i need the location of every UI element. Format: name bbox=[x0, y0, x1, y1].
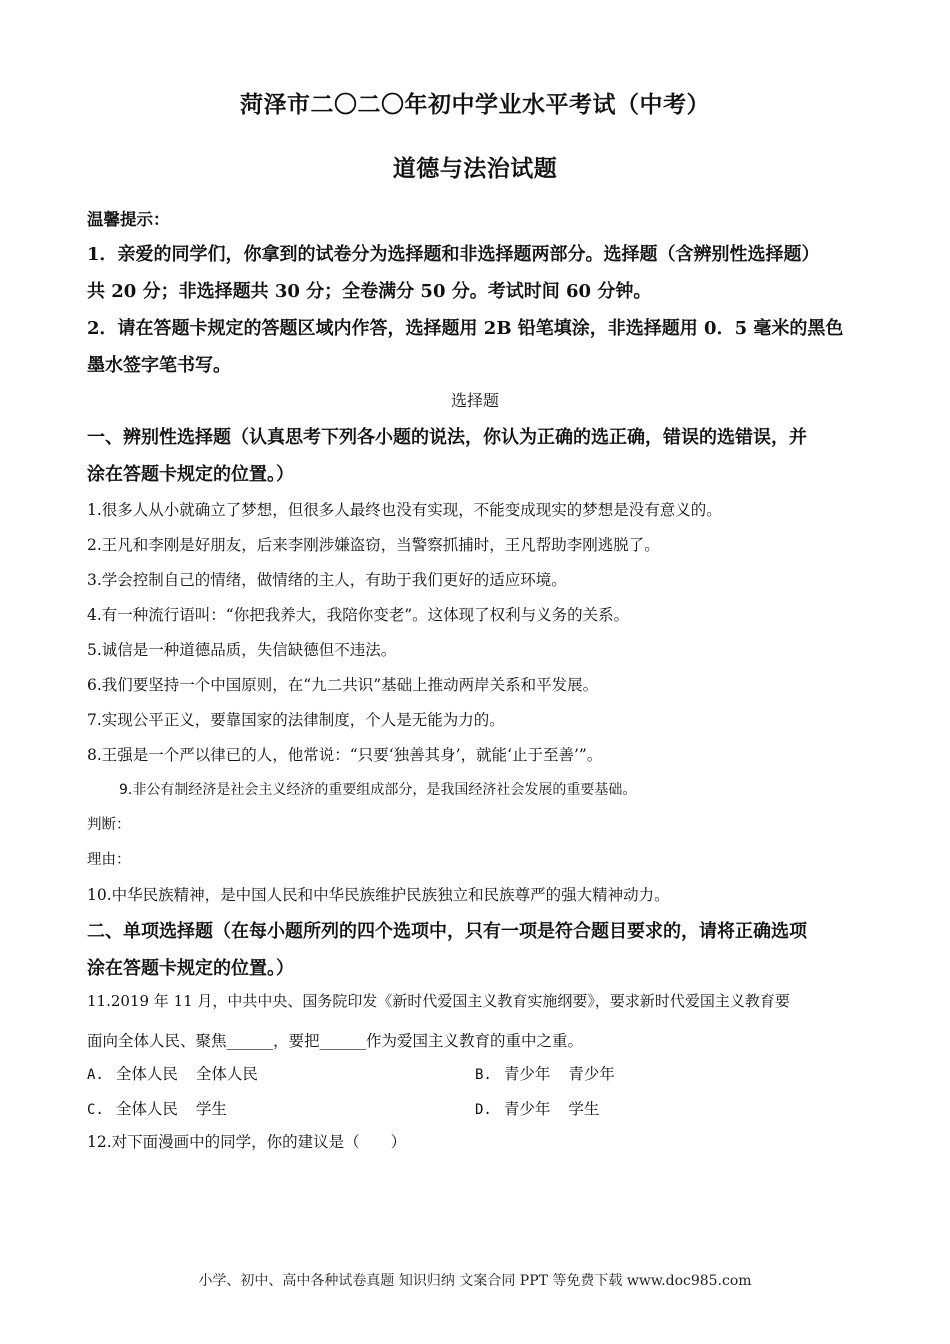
option-d-letter: D. bbox=[475, 1102, 492, 1118]
question-10: 10.中华民族精神，是中国人民和中华民族维护民族独立和民族尊严的强大精神动力。 bbox=[87, 886, 670, 904]
tips-line-1: 1．亲爱的同学们，你拿到的试卷分为选择题和非选择题两部分。选择题（含辨别性选择题） bbox=[87, 244, 820, 265]
question-6: 6.我们要坚持一个中国原则，在“九二共识”基础上推动两岸关系和平发展。 bbox=[87, 676, 599, 694]
question-4: 4.有一种流行语叫：“你把我养大，我陪你变老”。这体现了权利与义务的关系。 bbox=[87, 606, 630, 624]
part1-heading-1: 一、辨别性选择题（认真思考下列各小题的说法，你认为正确的选正确，错误的选错误，并 bbox=[87, 427, 807, 448]
question-1: 1.很多人从小就确立了梦想，但很多人最终也没有实现，不能变成现实的梦想是没有意义的。 bbox=[87, 501, 722, 519]
tips-line-2: 共 20 分；非选择题共 30 分；全卷满分 50 分。考试时间 60 分钟。 bbox=[87, 281, 652, 302]
question-5: 5.诚信是一种道德品质，失信缺德但不违法。 bbox=[87, 641, 397, 659]
part2-heading-1: 二、单项选择题（在每小题所列的四个选项中，只有一项是符合题目要求的，请将正确选项 bbox=[87, 921, 807, 942]
question-8: 8.王强是一个严以律已的人，他常说：“只要‘独善其身’，就能‘止于至善’”。 bbox=[87, 746, 603, 764]
exam-title: 菏泽市二〇二〇年初中学业水平考试（中考） bbox=[240, 91, 710, 118]
question-9: 9.非公有制经济是社会主义经济的重要组成部分，是我国经济社会发展的重要基础。 bbox=[119, 782, 637, 798]
question-11-line-1: 11.2019 年 11 月，中共中央、国务院印发《新时代爱国主义教育实施纲要》，要求新时代爱国主义教育要 bbox=[87, 992, 790, 1010]
question-2: 2.王凡和李刚是好朋友，后来李刚涉嫌盗窃，当警察抓捕时，王凡帮助李刚逃脱了。 bbox=[87, 536, 660, 554]
reason-label: 理由： bbox=[87, 852, 131, 868]
footer-text: 小学、初中、高中各种试卷真题 知识归纳 文案合同 PPT 等免费下载 www.doc985.com bbox=[198, 1273, 752, 1289]
question-3: 3.学会控制自己的情绪，做情绪的主人，有助于我们更好的适应环境。 bbox=[87, 571, 567, 589]
tips-line-3: 2．请在答题卡规定的答题区域内作答，选择题用 2B 铅笔填涂，非选择题用 0．5 毫米的黑色 bbox=[87, 318, 844, 339]
option-a-letter: A. bbox=[87, 1067, 104, 1083]
option-c-letter: C. bbox=[87, 1102, 104, 1118]
option-d: D. 青少年 学生 bbox=[475, 1100, 600, 1118]
option-c: C. 全体人民 学生 bbox=[87, 1100, 227, 1118]
judge-label: 判断： bbox=[87, 817, 131, 833]
exam-subtitle: 道德与法治试题 bbox=[392, 155, 558, 182]
tips-line-4: 墨水签字笔书写。 bbox=[87, 355, 231, 376]
option-b-letter: B. bbox=[475, 1067, 492, 1083]
part2-heading-2: 涂在答题卡规定的位置。） bbox=[87, 958, 294, 979]
question-12: 12.对下面漫画中的同学，你的建议是（ ） bbox=[87, 1133, 407, 1151]
option-a: A. 全体人民 全体人民 bbox=[87, 1065, 258, 1083]
part1-heading-2: 涂在答题卡规定的位置。） bbox=[87, 464, 294, 485]
tips-heading: 温馨提示： bbox=[87, 210, 170, 229]
question-7: 7.实现公平正义，要靠国家的法律制度，个人是无能为力的。 bbox=[87, 711, 505, 729]
question-11-line-2: 面向全体人民、聚焦______，要把______作为爱国主义教育的重中之重。 bbox=[87, 1032, 584, 1050]
section-title: 选择题 bbox=[450, 391, 499, 410]
option-b: B. 青少年 青少年 bbox=[475, 1065, 615, 1083]
